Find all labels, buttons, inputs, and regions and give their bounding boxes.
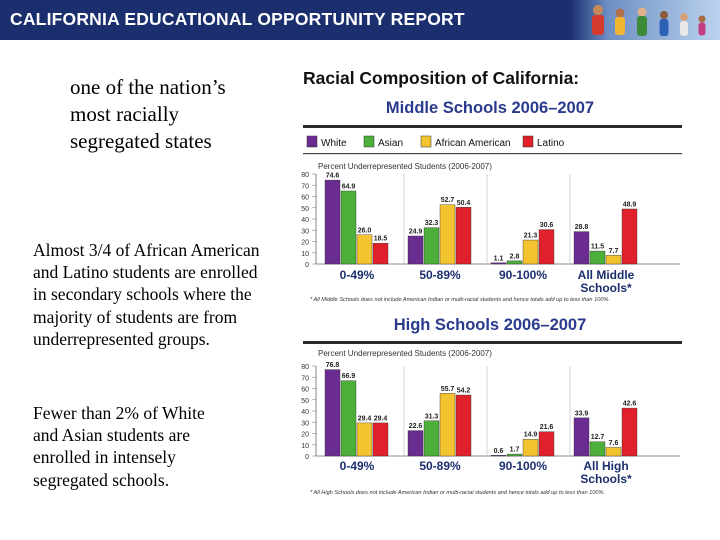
high-schools-data-label-african-american-50-89: 55.7 xyxy=(440,385,455,393)
high-schools-data-label-asian-50-89: 31.3 xyxy=(424,413,439,421)
high-schools-ytick-label: 80 xyxy=(301,364,309,371)
high-schools-category-label-90-100: 90-100% xyxy=(498,459,548,473)
high-schools-bar-white-50-89 xyxy=(408,431,423,456)
chart-main-title: Racial Composition of California: xyxy=(303,68,580,88)
high-schools-ytick-label: 20 xyxy=(301,431,309,439)
legend-swatch-latino xyxy=(523,136,533,147)
middle-schools-data-label-asian-90-100: 2.8 xyxy=(509,253,520,261)
middle-schools-ytick-label: 60 xyxy=(301,194,309,202)
middle-schools-data-label-african-american-0-49: 26.0 xyxy=(357,227,372,235)
middle-schools-data-label-african-american-all-middle-schools: 7.7 xyxy=(608,247,619,255)
high-schools-category-label-0-49: 0-49% xyxy=(339,459,375,473)
high-schools-ytick-label: 40 xyxy=(301,409,309,416)
middle-schools-data-label-african-american-50-89: 52.7 xyxy=(440,197,455,205)
high-schools-category-label-all-high-schools: All High Schools* xyxy=(580,459,632,486)
middle-schools-bar-white-0-49 xyxy=(325,180,340,264)
legend-label-african-american: African American xyxy=(435,138,511,149)
high-schools-bar-white-0-49 xyxy=(325,370,340,456)
middle-schools-bar-african-american-0-49 xyxy=(357,235,372,264)
middle-schools-ytick-label: 0 xyxy=(305,262,309,269)
high-schools-title-rule xyxy=(303,341,682,344)
middle-schools-ytick-label: 50 xyxy=(301,205,309,213)
middle-schools-ytick-label: 20 xyxy=(301,239,309,247)
high-schools-bar-asian-50-89 xyxy=(424,421,439,456)
middle-schools-bar-latino-50-89 xyxy=(456,207,471,264)
middle-schools-chart-title: Middle Schools 2006–2007 xyxy=(385,99,595,117)
headline-text: one of the nation’s most racially segregated states xyxy=(70,75,226,153)
banner-title: CALIFORNIA EDUCATIONAL OPPORTUNITY REPORT xyxy=(10,9,465,29)
high-schools-data-label-asian-0-49: 66.9 xyxy=(341,373,356,381)
legend-label-white: White xyxy=(321,138,347,149)
high-schools-data-label-african-american-90-100: 14.9 xyxy=(523,431,538,439)
middle-schools-bar-white-50-89 xyxy=(408,236,423,264)
high-schools-bar-african-american-50-89 xyxy=(440,393,455,456)
high-schools-ytick-label: 50 xyxy=(301,397,309,405)
middle-schools-ytick-label: 40 xyxy=(301,217,309,224)
middle-schools-data-label-asian-50-89: 32.3 xyxy=(424,220,439,228)
legend-swatch-african-american xyxy=(421,136,431,147)
legend-label-latino: Latino xyxy=(537,138,565,149)
middle-schools-data-label-white-50-89: 24.9 xyxy=(408,228,423,236)
middle-schools-category-label-0-49: 0-49% xyxy=(339,268,375,282)
high-schools-bar-latino-50-89 xyxy=(456,395,471,456)
segregation-paragraph: Fewer than 2% of White and Asian students are enrolled in intensely segregated schools. xyxy=(33,403,205,490)
middle-schools-footnote: * All Middle Schools does not include American Indian or multi-racial students and hence totals add up to less than 100%. xyxy=(310,297,610,303)
middle-schools-bar-african-american-50-89 xyxy=(440,205,455,264)
high-schools-data-label-asian-all-high-schools: 12.7 xyxy=(590,434,605,442)
middle-schools-category-label-all-middle-schools: All Middle Schools* xyxy=(577,268,635,295)
high-schools-chart-title: High Schools 2006–2007 xyxy=(393,316,587,334)
high-schools-bar-white-90-100 xyxy=(491,455,506,456)
legend-label-asian: Asian xyxy=(378,138,404,149)
middle-schools-category-label-90-100: 90-100% xyxy=(498,268,548,282)
middle-schools-data-label-latino-90-100: 30.6 xyxy=(539,222,554,230)
middle-schools-data-label-latino-50-89: 50.4 xyxy=(456,199,471,207)
high-schools-data-label-latino-all-high-schools: 42.6 xyxy=(622,400,637,408)
high-schools-data-label-white-0-49: 76.8 xyxy=(325,362,340,370)
high-schools-ytick-label: 30 xyxy=(301,420,309,428)
middle-schools-ytick-label: 70 xyxy=(301,183,309,191)
high-schools-ytick-label: 10 xyxy=(301,442,309,450)
middle-schools-data-label-asian-all-middle-schools: 11.5 xyxy=(590,243,605,251)
middle-schools-bar-latino-all-middle-schools xyxy=(622,209,637,264)
high-schools-data-label-white-all-high-schools: 33.9 xyxy=(574,410,589,418)
middle-schools-ylabel: Percent Underrepresented Students (2006-2007) xyxy=(318,162,492,171)
high-schools-data-label-latino-0-49: 29.4 xyxy=(373,415,388,423)
middle-schools-bar-asian-50-89 xyxy=(424,228,439,264)
high-schools-data-label-african-american-all-high-schools: 7.6 xyxy=(608,439,619,447)
high-schools-bar-asian-0-49 xyxy=(341,381,356,456)
middle-schools-bar-asian-all-middle-schools xyxy=(590,251,605,264)
middle-schools-ytick-label: 10 xyxy=(301,250,309,258)
middle-schools-bar-african-american-all-middle-schools xyxy=(606,255,621,264)
middle-schools-ytick-label: 30 xyxy=(301,228,309,236)
high-schools-bar-latino-0-49 xyxy=(373,423,388,456)
high-schools-footnote: * All High Schools does not include American Indian or multi-racial students and hence totals add up to less than 100%. xyxy=(310,490,605,496)
high-schools-bar-african-american-90-100 xyxy=(523,439,538,456)
middle-schools-data-label-asian-0-49: 64.9 xyxy=(341,183,356,191)
high-schools-ylabel: Percent Underrepresented Students (2006-2007) xyxy=(318,349,492,358)
high-schools-ytick-label: 70 xyxy=(301,375,309,383)
high-schools-bar-african-american-all-high-schools xyxy=(606,447,621,456)
legend-swatch-white xyxy=(307,136,317,147)
middle-schools-bar-latino-0-49 xyxy=(373,243,388,264)
middle-schools-bar-latino-90-100 xyxy=(539,230,554,264)
high-schools-data-label-latino-50-89: 54.2 xyxy=(456,387,471,395)
high-schools-data-label-white-50-89: 22.6 xyxy=(408,423,423,431)
high-schools-data-label-latino-90-100: 21.6 xyxy=(539,424,554,432)
middle-schools-data-label-latino-0-49: 18.5 xyxy=(373,235,388,243)
enrollment-paragraph: Almost 3/4 of African American and Latino students are enrolled in secondary schools where the majority of students are from underrepresented groups. xyxy=(33,240,260,349)
high-schools-bar-asian-90-100 xyxy=(507,454,522,456)
high-schools-bar-latino-90-100 xyxy=(539,432,554,456)
legend-swatch-asian xyxy=(364,136,374,147)
middle-schools-category-label-50-89: 50-89% xyxy=(419,268,461,282)
high-schools-ytick-label: 0 xyxy=(305,454,309,461)
middle-schools-bar-african-american-90-100 xyxy=(523,240,538,264)
high-schools-bar-african-american-0-49 xyxy=(357,423,372,456)
middle-schools-bar-asian-0-49 xyxy=(341,191,356,264)
middle-schools-bar-white-all-middle-schools xyxy=(574,232,589,264)
high-schools-bar-white-all-high-schools xyxy=(574,418,589,456)
middle-schools-data-label-white-0-49: 74.6 xyxy=(325,172,340,180)
middle-schools-data-label-latino-all-middle-schools: 48.9 xyxy=(622,201,637,209)
high-schools-ytick-label: 60 xyxy=(301,386,309,394)
middle-schools-title-rule xyxy=(303,125,682,128)
high-schools-data-label-white-90-100: 0.6 xyxy=(493,447,504,455)
high-schools-category-label-50-89: 50-89% xyxy=(419,459,461,473)
middle-schools-data-label-white-all-middle-schools: 28.8 xyxy=(574,224,589,232)
middle-schools-bar-asian-90-100 xyxy=(507,261,522,264)
middle-schools-legend-rule xyxy=(303,153,682,154)
high-schools-data-label-african-american-0-49: 29.4 xyxy=(357,415,372,423)
middle-schools-ytick-label: 80 xyxy=(301,172,309,179)
middle-schools-data-label-african-american-90-100: 21.3 xyxy=(523,232,538,240)
high-schools-bar-asian-all-high-schools xyxy=(590,442,605,456)
middle-schools-data-label-white-90-100: 1.1 xyxy=(493,255,504,263)
high-schools-bar-latino-all-high-schools xyxy=(622,408,637,456)
high-schools-data-label-asian-90-100: 1.7 xyxy=(509,446,520,454)
middle-schools-bar-white-90-100 xyxy=(491,263,506,264)
